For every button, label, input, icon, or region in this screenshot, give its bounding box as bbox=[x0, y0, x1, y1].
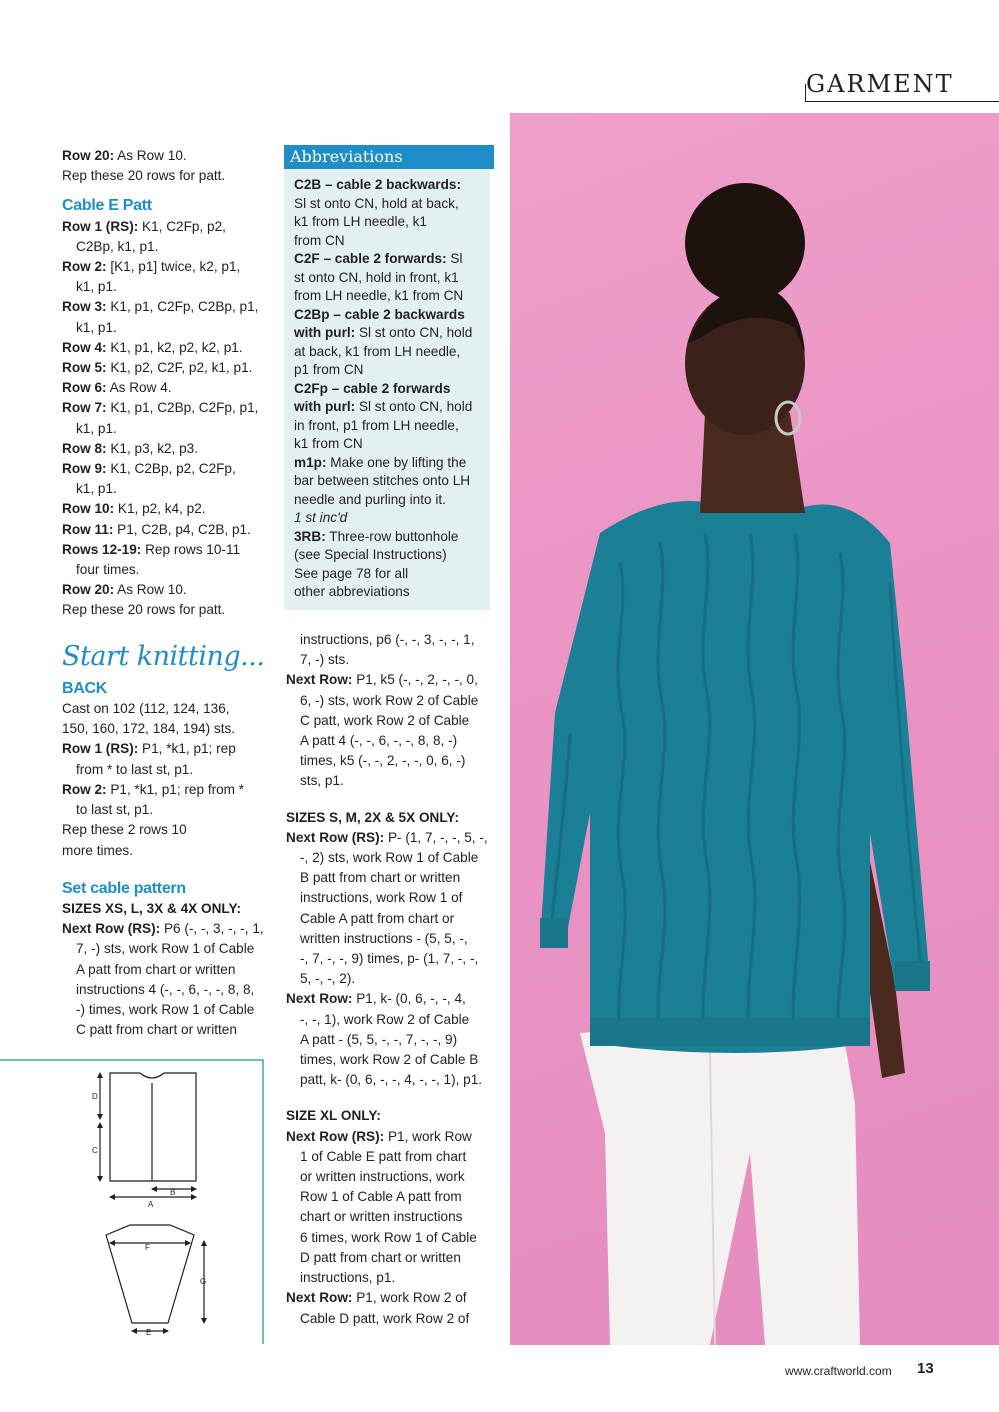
row-label: Next Row (RS): bbox=[286, 1128, 385, 1144]
row-text: K1, C2Fp, p2, bbox=[138, 218, 226, 234]
abbr-term: 3RB: bbox=[294, 528, 326, 544]
row-label: Next Row (RS): bbox=[286, 829, 385, 845]
abbr-def: bar between stitches onto LH bbox=[294, 473, 471, 488]
row-label: Row 20: bbox=[62, 582, 115, 598]
row-label: Row 1 (RS): bbox=[62, 741, 139, 757]
row-text: K1, p1, C2Fp, C2Bp, p1, bbox=[106, 299, 259, 315]
row-text: instructions 4 (-, -, 6, -, -, 8, 8, bbox=[76, 981, 255, 997]
row-text: [K1, p1] twice, k2, p1, bbox=[106, 259, 241, 275]
row-label: Row 4: bbox=[62, 339, 107, 355]
row-text: As Row 10. bbox=[114, 582, 187, 598]
row-label: Next Row: bbox=[286, 991, 353, 1007]
cast-on-line: 150, 160, 172, 184, 194) sts. bbox=[62, 721, 236, 737]
abbr-def: p1 from CN bbox=[294, 362, 364, 377]
row-text: sts, p1. bbox=[300, 773, 344, 789]
pattern-row bbox=[62, 439, 272, 459]
repeat-note: Rep these 20 rows for patt. bbox=[62, 602, 226, 618]
set-cable-title: Set cable pattern bbox=[62, 879, 186, 897]
row-label: Row 2: bbox=[62, 781, 107, 797]
row-text: A patt - (5, 5, -, -, 7, -, -, 9) bbox=[300, 1031, 458, 1047]
row-text: D patt from chart or written bbox=[300, 1249, 461, 1265]
diagram-label-d: D bbox=[92, 1092, 98, 1101]
row-text: 7, -) sts. bbox=[300, 652, 350, 668]
row-text: K1, p1, k2, p2, k2, p1. bbox=[106, 339, 243, 355]
row-label: Row 2: bbox=[62, 259, 107, 275]
row-text: C patt, work Row 2 of Cable bbox=[300, 712, 470, 728]
abbr-term: C2B – cable 2 backwards: bbox=[294, 177, 461, 192]
pattern-row bbox=[62, 398, 272, 418]
abbr-term: with purl: bbox=[294, 325, 356, 340]
abbr-def: Sl st onto CN, hold at back, bbox=[294, 195, 459, 211]
row-label: Row 6: bbox=[62, 380, 107, 396]
abbr-term: with purl: bbox=[294, 399, 356, 414]
row-label: Row 9: bbox=[62, 461, 107, 477]
abbreviations-box bbox=[284, 145, 490, 610]
abbr-term: m1p: bbox=[294, 454, 327, 470]
left-column bbox=[62, 146, 272, 1040]
row-label: Row 7: bbox=[62, 400, 107, 416]
section-header: GARMENT bbox=[806, 70, 954, 98]
pattern-row bbox=[62, 459, 272, 479]
abbr-def: st onto CN, hold in front, k1 bbox=[294, 269, 459, 285]
schematic-diagram bbox=[0, 1059, 264, 1344]
row-text: k1, p1. bbox=[76, 420, 117, 436]
diagram-label-f: F bbox=[145, 1243, 150, 1252]
diagram-label-e: E bbox=[146, 1328, 152, 1337]
pattern-row bbox=[62, 580, 272, 600]
row-label: Rows 12-19: bbox=[62, 541, 142, 557]
row-label: Row 1 (RS): bbox=[62, 218, 139, 234]
abbreviations-list bbox=[294, 176, 490, 602]
row-text: k1, p1. bbox=[76, 319, 117, 335]
row-text: As Row 4. bbox=[106, 380, 172, 396]
pattern-row bbox=[62, 257, 272, 277]
abbr-def: Sl st onto CN, hold bbox=[355, 399, 473, 414]
sizes-heading: SIZES S, M, 2X & 5X ONLY: bbox=[286, 809, 459, 825]
row-text: instructions, p6 (-, -, 3, -, -, 1, bbox=[300, 632, 475, 647]
abbr-see-page: See page 78 for all bbox=[294, 565, 409, 581]
row-text: P1, *k1, p1; rep from * bbox=[106, 781, 245, 797]
row-text: 6 times, work Row 1 of Cable bbox=[300, 1229, 477, 1245]
schematic-drawing bbox=[0, 1061, 264, 1346]
abbr-def: (see Special Instructions) bbox=[294, 547, 447, 562]
row-label: Row 5: bbox=[62, 360, 107, 376]
back-title: BACK bbox=[62, 679, 108, 697]
row-text: 1 of Cable E patt from chart bbox=[300, 1148, 467, 1164]
diagram-label-g: G bbox=[200, 1277, 207, 1286]
row-text: K1, p2, C2F, p2, k1, p1. bbox=[106, 360, 253, 376]
row-text: As Row 10. bbox=[114, 148, 187, 163]
row-text: P1, k- (0, 6, -, -, 4, bbox=[352, 991, 466, 1007]
row-text: C2Bp, k1, p1. bbox=[76, 238, 159, 254]
abbr-def: Three-row buttonhole bbox=[325, 528, 459, 544]
row-label: Row 20: bbox=[62, 148, 115, 163]
row-text: Cable A patt from chart or bbox=[300, 910, 455, 926]
row-text: four times. bbox=[76, 562, 140, 578]
row-text: P1, *k1, p1; rep bbox=[138, 741, 236, 757]
abbr-def: at back, k1 from LH needle, bbox=[294, 343, 461, 359]
row-text: 6, -) sts, work Row 2 of Cable bbox=[300, 692, 479, 708]
abbr-term: C2Fp – cable 2 forwards bbox=[294, 380, 451, 396]
row-text: P- (1, 7, -, -, 5, -, bbox=[384, 829, 488, 845]
row-text: instructions, work Row 1 of bbox=[300, 890, 463, 906]
pattern-row bbox=[62, 540, 272, 560]
sizes-heading: SIZE XL ONLY: bbox=[286, 1108, 381, 1124]
row-label: Row 8: bbox=[62, 440, 107, 456]
row-text: P1, C2B, p4, C2B, p1. bbox=[113, 521, 251, 537]
row-text: k1, p1. bbox=[76, 481, 117, 497]
row-label: Next Row: bbox=[286, 672, 353, 688]
row-text: written instructions - (5, 5, -, bbox=[300, 930, 468, 946]
row-label: Next Row (RS): bbox=[62, 921, 161, 937]
row-text: A patt from chart or written bbox=[76, 961, 236, 977]
row-text: K1, C2Bp, p2, C2Fp, bbox=[106, 461, 236, 477]
row-text: P1, work Row 2 of bbox=[352, 1290, 467, 1306]
row-text: 7, -) sts, work Row 1 of Cable bbox=[76, 941, 255, 957]
row-label: Row 11: bbox=[62, 521, 114, 537]
row-text: instructions, p1. bbox=[300, 1270, 396, 1286]
diagram-label-b: B bbox=[170, 1188, 176, 1197]
row-text: times, k5 (-, -, 2, -, -, 0, 6, -) bbox=[300, 753, 466, 769]
row-text: patt, k- (0, 6, -, -, 4, -, -, 1), p1. bbox=[300, 1072, 483, 1088]
pattern-row bbox=[62, 358, 272, 378]
row-label: Row 10: bbox=[62, 501, 115, 517]
row-text: Rep rows 10-11 bbox=[141, 541, 241, 557]
abbr-def: from CN bbox=[294, 232, 345, 248]
abbr-def: k1 from LH needle, k1 bbox=[294, 214, 427, 229]
row-text: K1, p1, C2Bp, C2Fp, p1, bbox=[106, 400, 259, 416]
row-text: -) times, work Row 1 of Cable bbox=[76, 1001, 255, 1017]
page-number: 13 bbox=[917, 1360, 934, 1377]
model-photo bbox=[510, 113, 999, 1345]
abbr-see-page: other abbreviations bbox=[294, 584, 410, 599]
row-text: k1, p1. bbox=[76, 279, 117, 295]
row-text: Row 1 of Cable A patt from bbox=[300, 1189, 462, 1205]
row-text: chart or written instructions bbox=[300, 1209, 463, 1225]
abbr-def: Sl st onto CN, hold bbox=[355, 325, 473, 340]
abbr-term: C2F – cable 2 forwards: bbox=[294, 251, 447, 266]
row-text: K1, p2, k4, p2. bbox=[114, 501, 206, 517]
abbr-def: Make one by lifting the bbox=[326, 454, 467, 470]
header-rule-vertical bbox=[805, 84, 806, 102]
diagram-label-a: A bbox=[148, 1200, 154, 1209]
abbreviations-title: Abbreviations bbox=[284, 145, 494, 169]
row-label: Next Row: bbox=[286, 1290, 353, 1306]
row-text: times, work Row 2 of Cable B bbox=[300, 1052, 479, 1068]
abbr-def: Sl bbox=[446, 251, 463, 266]
abbr-def: needle and purling into it. bbox=[294, 491, 446, 507]
middle-column bbox=[286, 630, 498, 1329]
sizes-heading: SIZES XS, L, 3X & 4X ONLY: bbox=[62, 900, 242, 916]
abbr-def: in front, p1 from LH needle, bbox=[294, 417, 459, 433]
row-text: C patt from chart or written bbox=[76, 1022, 237, 1038]
repeat-note: Rep these 20 rows for patt. bbox=[62, 168, 226, 184]
row-text: -, 2) sts, work Row 1 of Cable bbox=[300, 850, 479, 866]
row-text: P1, work Row bbox=[384, 1128, 472, 1144]
abbr-def: k1 from CN bbox=[294, 436, 363, 451]
pattern-row bbox=[62, 297, 272, 317]
row-text: 5, -, -, 2). bbox=[300, 971, 356, 987]
pattern-row bbox=[62, 338, 272, 358]
row-text: P6 (-, -, 3, -, -, 1, bbox=[160, 921, 264, 937]
repeat-note: Rep these 2 rows 10 bbox=[62, 822, 187, 838]
row-text: B patt from chart or written bbox=[300, 870, 461, 886]
abbr-def: from LH needle, k1 from CN bbox=[294, 288, 464, 303]
row-text: to last st, p1. bbox=[76, 802, 154, 818]
row-text: or written instructions, work bbox=[300, 1169, 465, 1185]
start-knitting-heading: Start knitting... bbox=[62, 640, 265, 672]
cast-on-line: Cast on 102 (112, 124, 136, bbox=[62, 701, 230, 717]
footer-url: www.craftworld.com bbox=[785, 1364, 892, 1378]
row-text: A patt 4 (-, -, 6, -, -, 8, 8, -) bbox=[300, 733, 458, 749]
abbr-term: C2Bp – cable 2 backwards bbox=[294, 306, 465, 322]
pattern-row bbox=[62, 378, 272, 398]
row-label: Row 3: bbox=[62, 299, 107, 315]
row-text: from * to last st, p1. bbox=[76, 761, 194, 777]
row-text: Cable D patt, work Row 2 of bbox=[300, 1310, 470, 1326]
repeat-note: more times. bbox=[62, 842, 134, 858]
row-text: K1, p3, k2, p3. bbox=[106, 440, 199, 456]
abbr-def: 1 st inc'd bbox=[294, 510, 348, 525]
cable-e-title: Cable E Patt bbox=[62, 197, 152, 215]
row-text: -, -, 1), work Row 2 of Cable bbox=[300, 1011, 470, 1027]
row-text: P1, k5 (-, -, 2, -, -, 0, bbox=[352, 672, 478, 688]
row-text: -, 7, -, -, 9) times, p- (1, 7, -, -, bbox=[300, 951, 479, 967]
header-rule bbox=[805, 101, 999, 102]
diagram-label-c: C bbox=[92, 1146, 98, 1155]
cable-e-rows bbox=[62, 217, 272, 601]
pattern-row bbox=[62, 520, 272, 540]
pattern-row bbox=[62, 499, 272, 519]
model-illustration bbox=[510, 113, 999, 1345]
pattern-row bbox=[62, 217, 272, 237]
